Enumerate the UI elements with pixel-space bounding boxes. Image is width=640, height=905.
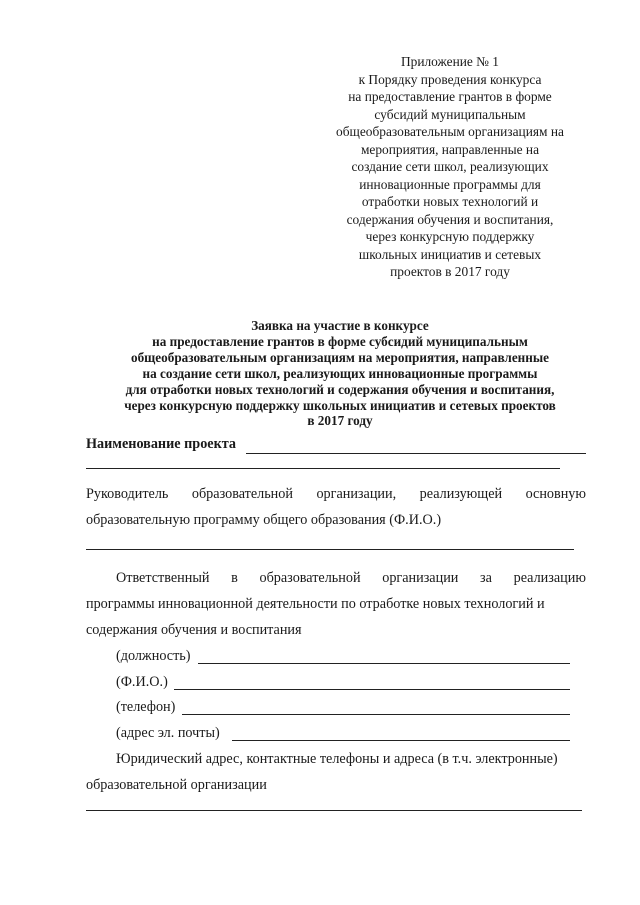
phone-field[interactable] — [182, 714, 570, 715]
appendix-line: общеобразовательным организациям на — [336, 124, 564, 139]
address-line2: образовательной организации — [86, 777, 267, 793]
appendix-line: Приложение № 1 — [400, 54, 500, 69]
title-line: Заявка на участие в конкурсе — [251, 318, 429, 333]
head-line1 — [86, 486, 586, 503]
appendix-line: субсидий муниципальным — [374, 106, 526, 122]
title-line: в 2017 году — [307, 413, 373, 429]
resp-word: образовательной — [259, 570, 361, 586]
appendix-header — [330, 53, 570, 281]
title-line: на создание сети школ, реализующих инновационные программы — [142, 365, 538, 381]
resp-word: реализацию — [513, 570, 586, 586]
position-label: (должность) — [116, 648, 191, 664]
appendix-line: на предоставление грантов в форме — [348, 89, 552, 104]
title-line: для отработки новых технологий и содержания обучения и воспитания, — [125, 381, 555, 397]
fio-label: (Ф.И.О.) — [116, 674, 168, 690]
appendix-line: к Порядку проведения конкурса — [358, 71, 542, 87]
appendix-line: создание сети школ, реализующих — [351, 159, 549, 174]
resp-word: Ответственный — [116, 570, 210, 586]
appendix-line: проектов в 2017 году — [390, 264, 510, 279]
address-field[interactable] — [86, 810, 582, 811]
appendix-line: отработки новых технологий и — [361, 194, 539, 209]
title-line: на предоставление грантов в форме субсидий муниципальным — [152, 333, 528, 349]
head-word: организации, — [316, 486, 397, 502]
fio-field[interactable] — [174, 689, 570, 690]
appendix-line: содержания обучения и воспитания, — [346, 211, 554, 227]
application-title — [70, 318, 610, 429]
email-field[interactable] — [232, 740, 570, 741]
title-line: общеобразовательным организациям на мероприятия, направленные — [130, 349, 550, 365]
appendix-line: через конкурсную поддержку — [365, 229, 535, 244]
appendix-line: школьных инициатив и сетевых — [358, 246, 542, 262]
head-line2: образовательную программу общего образования (Ф.И.О.) — [86, 512, 442, 528]
resp-line2: программы инновационной деятельности по отработке новых технологий и — [86, 596, 545, 612]
title-line: через конкурсную поддержку школьных инициатив и сетевых проектов — [124, 397, 556, 413]
project-name-label: Наименование проекта — [86, 436, 236, 452]
project-name-field[interactable] — [246, 453, 586, 454]
position-field[interactable] — [198, 663, 570, 664]
resp-line1 — [116, 570, 586, 587]
resp-word: организации — [382, 570, 459, 586]
head-word: образовательной — [191, 486, 293, 502]
resp-word: за — [480, 570, 492, 586]
address-line1: Юридический адрес, контактные телефоны и адреса (в т.ч. электронные) — [116, 751, 558, 767]
email-label: (адрес эл. почты) — [116, 725, 220, 741]
appendix-line: мероприятия, направленные на — [360, 141, 540, 157]
head-word: Руководитель — [86, 486, 169, 502]
resp-word: в — [231, 570, 238, 586]
head-fio-field[interactable] — [86, 549, 574, 550]
head-word: основную — [525, 486, 586, 502]
appendix-line: инновационные программы для — [359, 176, 541, 192]
resp-line3: содержания обучения и воспитания — [86, 622, 302, 638]
phone-label: (телефон) — [116, 699, 176, 715]
head-word: реализующей — [419, 486, 503, 502]
project-name-field-line2[interactable] — [86, 468, 560, 469]
